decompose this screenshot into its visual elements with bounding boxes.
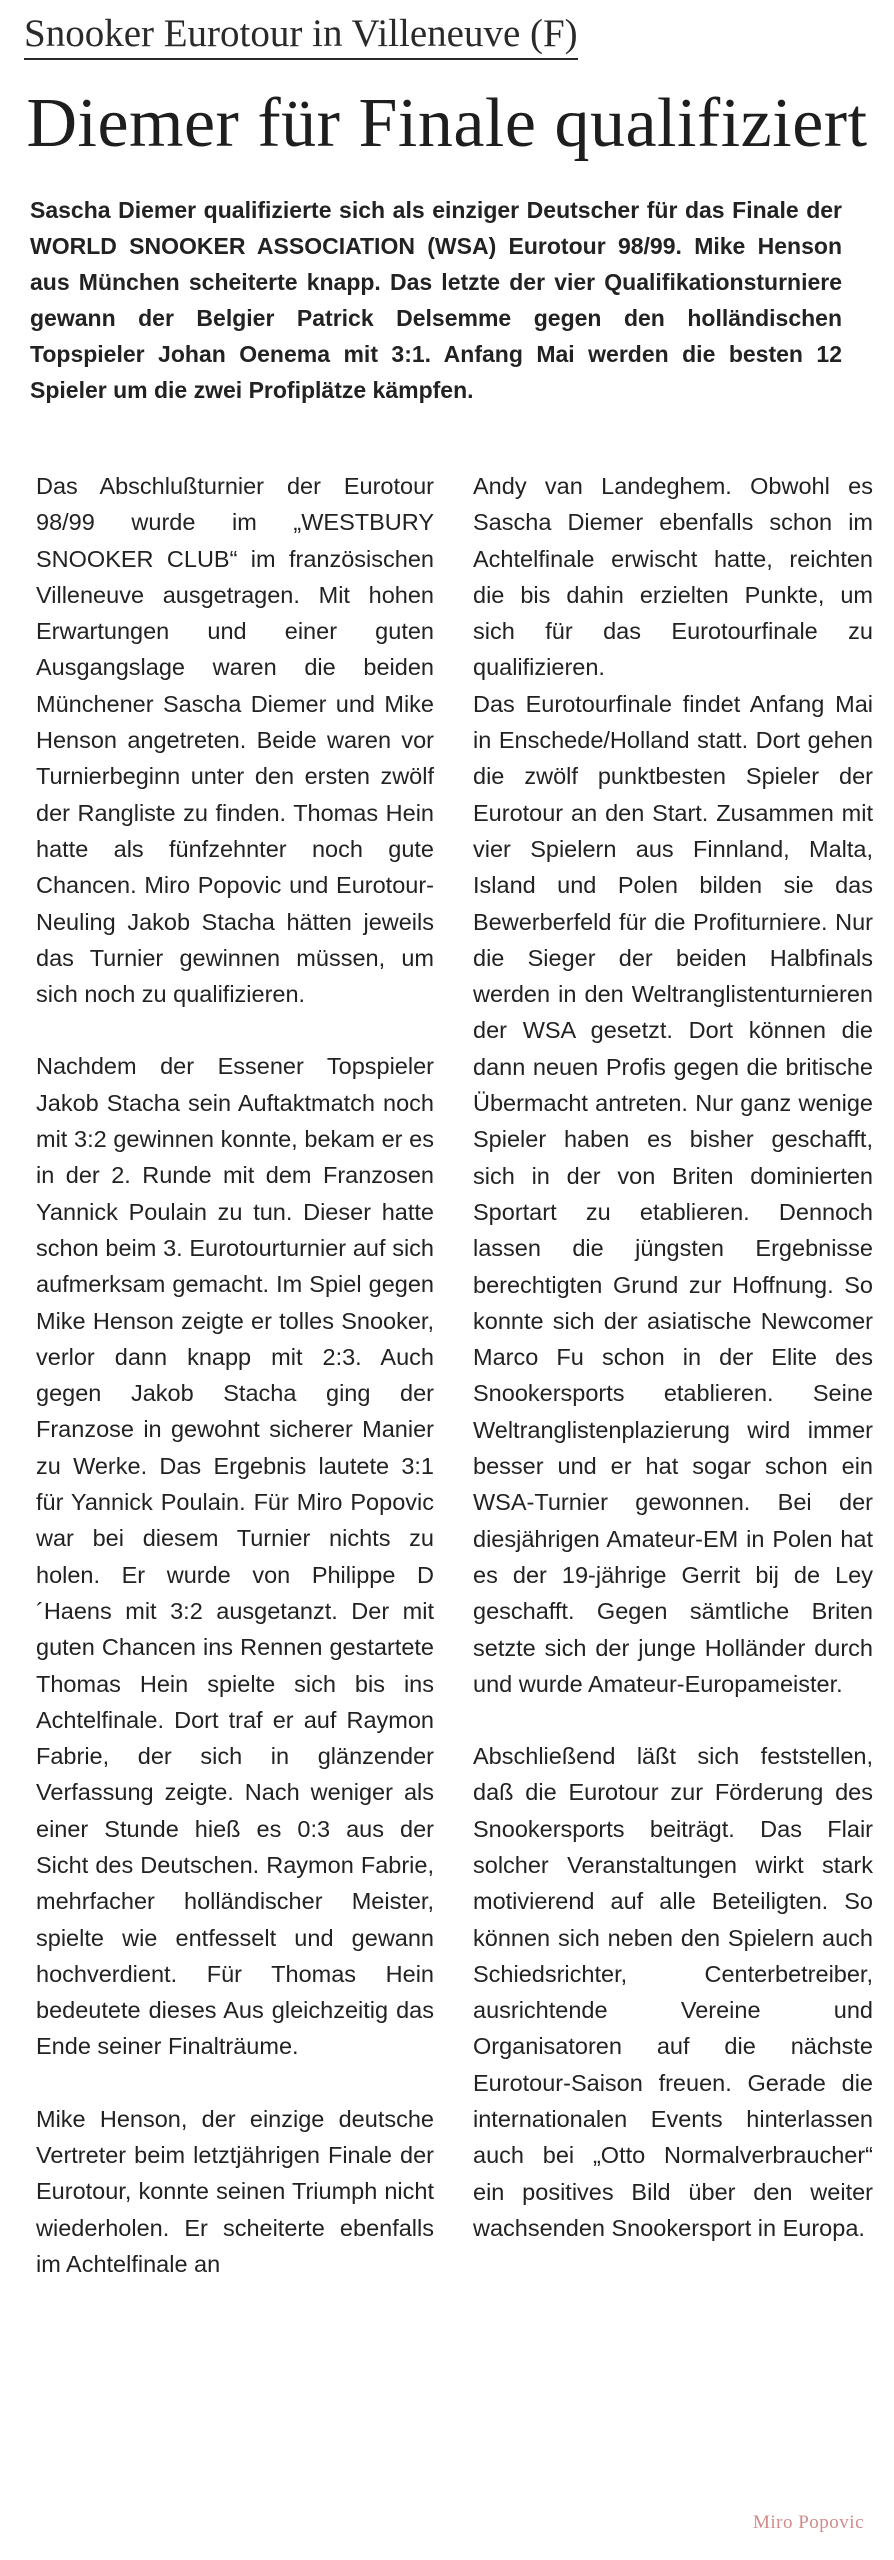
body-paragraph: Nachdem der Essener Topspieler Jakob Stacha sein Auftaktmatch noch mit 3:2 gewinnen konnte, bekam er es in der 2. Runde mit dem Franzosen Yannick Poulain zu tun. Dieser hatte schon beim 3. Eurotourturnier auf sich aufmerksam gemacht. Im Spiel gegen Mike Henson zeigte er tolles Snooker, verlor dann knapp mit 2:3. Auch gegen Jakob Stacha ging der Franzose in gewohnt sicherer Manier zu Werke. Das Ergebnis lautete 3:1 für Yannick Poulain. Für Miro Popovic war bei diesem Turnier nichts zu holen. Er wurde von Philippe D´Haens mit 3:2 ausgetanzt. Der mit guten Chancen ins Rennen gestartete Thomas Hein spielte sich bis ins Achtelfinale. Dort traf er auf Raymon Fabrie, der sich in glänzender Verfassung zeigte. Nach weniger als einer Stunde hieß es 0:3 aus der Sicht des Deutschen. Raymon Fabrie, mehrfacher holländischer Meister, spielte wie entfesselt und gewann hochverdient. Für Thomas Hein bedeutete dieses Aus gleichzeitig das Ende seiner Finalträume. (36, 1053, 434, 2060)
body-paragraph: Andy van Landeghem. Obwohl es Sascha Diemer ebenfalls schon im Achtelfinale erwischt hatte, reichten die bis dahin erzielten Punkte, um sich für das Eurotourfinale zu qualifizieren. (473, 473, 873, 681)
body-paragraph: Abschließend läßt sich feststellen, daß die Eurotour zur Förderung des Snookersports beiträgt. Das Flair solcher Veranstaltungen wirkt stark motivierend auf alle Beteiligten. So können sich neben den Spielern auch Schiedsrichter, Centerbetreiber, ausrichtende Vereine und Organisatoren auf die nächste Eurotour-Saison freuen. Gerade die internationalen Events hinterlassen auch bei „Otto Normalverbraucher“ ein positives Bild über den weiter wachsenden Snookersport in Europa. (473, 1743, 873, 2241)
article-headline: Diemer für Finale qualifiziert (26, 85, 868, 162)
right-column (473, 468, 873, 2246)
article-kicker: Snooker Eurotour in Villeneuve (F) (24, 10, 578, 60)
left-column (36, 468, 434, 2282)
article-lead (30, 192, 842, 408)
lead-paragraph: Sascha Diemer qualifizierte sich als einziger Deutscher für das Finale der WORLD SNOOKER ASSOCIATION (WSA) Eurotour 98/99. Mike Henson aus München scheiterte knapp. Das letzte der vier Qualifikationsturniere gewann der Belgier Patrick Delsemme gegen den holländischen Topspieler Johan Oenema mit 3:1. Anfang Mai werden die besten 12 Spieler um die zwei Profiplätze kämpfen. (30, 197, 842, 403)
body-paragraph: Das Eurotourfinale findet Anfang Mai in Enschede/Holland statt. Dort gehen die zwölf punktbesten Spieler der Eurotour an den Start. Zusammen mit vier Spielern aus Finnland, Malta, Island und Polen bilden sie das Bewerberfeld für die Profiturniere. Nur die Sieger der beiden Halbfinals werden in den Weltranglistenturnieren der WSA gesetzt. Dort können die dann neuen Profis gegen die britische Übermacht antreten. Nur ganz wenige Spieler haben es bisher geschafft, sich in der von Briten dominierten Sportart zu etablieren. Dennoch lassen die jüngsten Ergebnisse berechtigten Grund zur Hoffnung. So konnte sich der asiatische Newcomer Marco Fu schon in der Elite des Snookersports etablieren. Seine Weltranglistenplazierung wird immer besser und er hat sogar schon ein WSA-Turnier gewonnen. Bei der diesjährigen Amateur-EM in Polen hat es der 19-jährige Gerrit bij de Ley geschafft. Gegen sämtliche Briten setzte sich der junge Holländer durch und wurde Amateur-Europameister. (473, 690, 873, 1697)
body-paragraph: Mike Henson, der einzige deutsche Vertreter beim letztjährigen Finale der Eurotour, konnte seinen Triumph nicht wiederholen. Er scheiterte ebenfalls im Achtelfinale an (36, 2105, 434, 2277)
author-byline: Miro Popovic (752, 2512, 864, 2533)
body-paragraph: Das Abschlußturnier der Eurotour 98/99 wurde im „WESTBURY SNOOKER CLUB“ im französischen Villeneuve ausgetragen. Mit hohen Erwartungen und einer guten Ausgangslage waren die beiden Münchener Sascha Diemer und Mike Henson angetreten. Beide waren vor Turnierbeginn unter den ersten zwölf der Rangliste zu finden. Thomas Hein hatte als fünfzehnter noch gute Chancen. Miro Popovic und Eurotour-Neuling Jakob Stacha hätten jeweils das Turnier gewinnen müssen, um sich noch zu qualifizieren. (36, 473, 434, 1008)
